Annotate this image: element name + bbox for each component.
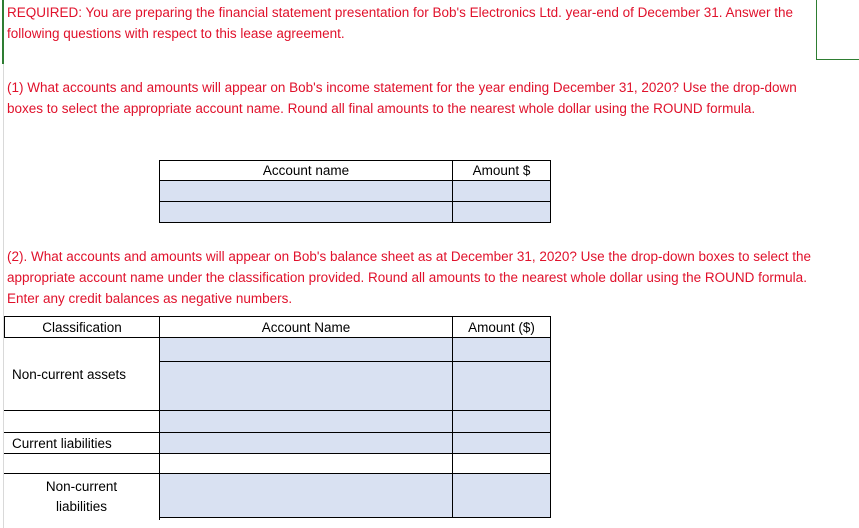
q1-header-amount: Amount $ <box>452 160 551 181</box>
nca-account-dropdown-2[interactable] <box>159 361 453 411</box>
nca-amount-input-2[interactable] <box>452 361 551 411</box>
q2-header-amount: Amount ($) <box>452 316 551 338</box>
cl-account-dropdown-1[interactable] <box>159 410 453 433</box>
ncl-spacer-amount <box>452 453 551 474</box>
ncl-account-dropdown-1[interactable] <box>159 473 453 518</box>
classification-non-current-liabilities: Non-current liabilities <box>4 473 160 520</box>
nca-amount-input-1[interactable] <box>452 337 551 362</box>
q2-header-classification: Classification <box>4 316 160 338</box>
nca-account-dropdown-1[interactable] <box>159 337 453 362</box>
classification-current-liabilities: Current liabilities <box>4 432 160 454</box>
q1-account-dropdown-1[interactable] <box>159 180 453 202</box>
cl-account-dropdown-2[interactable] <box>159 432 453 454</box>
selected-cell[interactable] <box>816 0 859 60</box>
q1-header-account-name: Account name <box>159 160 453 181</box>
classification-spacer-row <box>4 410 160 433</box>
cl-amount-input-1[interactable] <box>452 410 551 433</box>
required-instructions: REQUIRED: You are preparing the financial statement presentation for Bob's Electronics Ltd. year-end of December 31. Answer the following questions with respect to this lease agreement. <box>7 5 793 41</box>
q1-account-dropdown-2[interactable] <box>159 201 453 223</box>
ncl-spacer-cell <box>159 453 453 474</box>
question-2-text: (2). What accounts and amounts will appear on Bob's balance sheet as at December 31, 2020? Use the drop-down boxes to select the appropriate account name under the classification provided. Round all amounts to the nearest whole dollar using the ROUND formula. Enter any credit balances as negative numbers. <box>7 249 812 306</box>
classification-spacer-row-2 <box>4 453 160 474</box>
q1-amount-input-2[interactable] <box>452 201 551 223</box>
classification-non-current-assets: Non-current assets <box>4 338 160 411</box>
cl-amount-input-2[interactable] <box>452 432 551 454</box>
selected-cell-border <box>2 0 4 64</box>
q1-amount-input-1[interactable] <box>452 180 551 202</box>
q2-header-account-name: Account Name <box>159 316 453 338</box>
question-1-text: (1) What accounts and amounts will appear on Bob's income statement for the year ending December 31, 2020? Use the drop-down boxes to select the appropriate account name. Round all final amounts to the nearest whole dollar using the ROUND formula. <box>7 80 797 116</box>
ncl-amount-input-1[interactable] <box>452 473 551 518</box>
